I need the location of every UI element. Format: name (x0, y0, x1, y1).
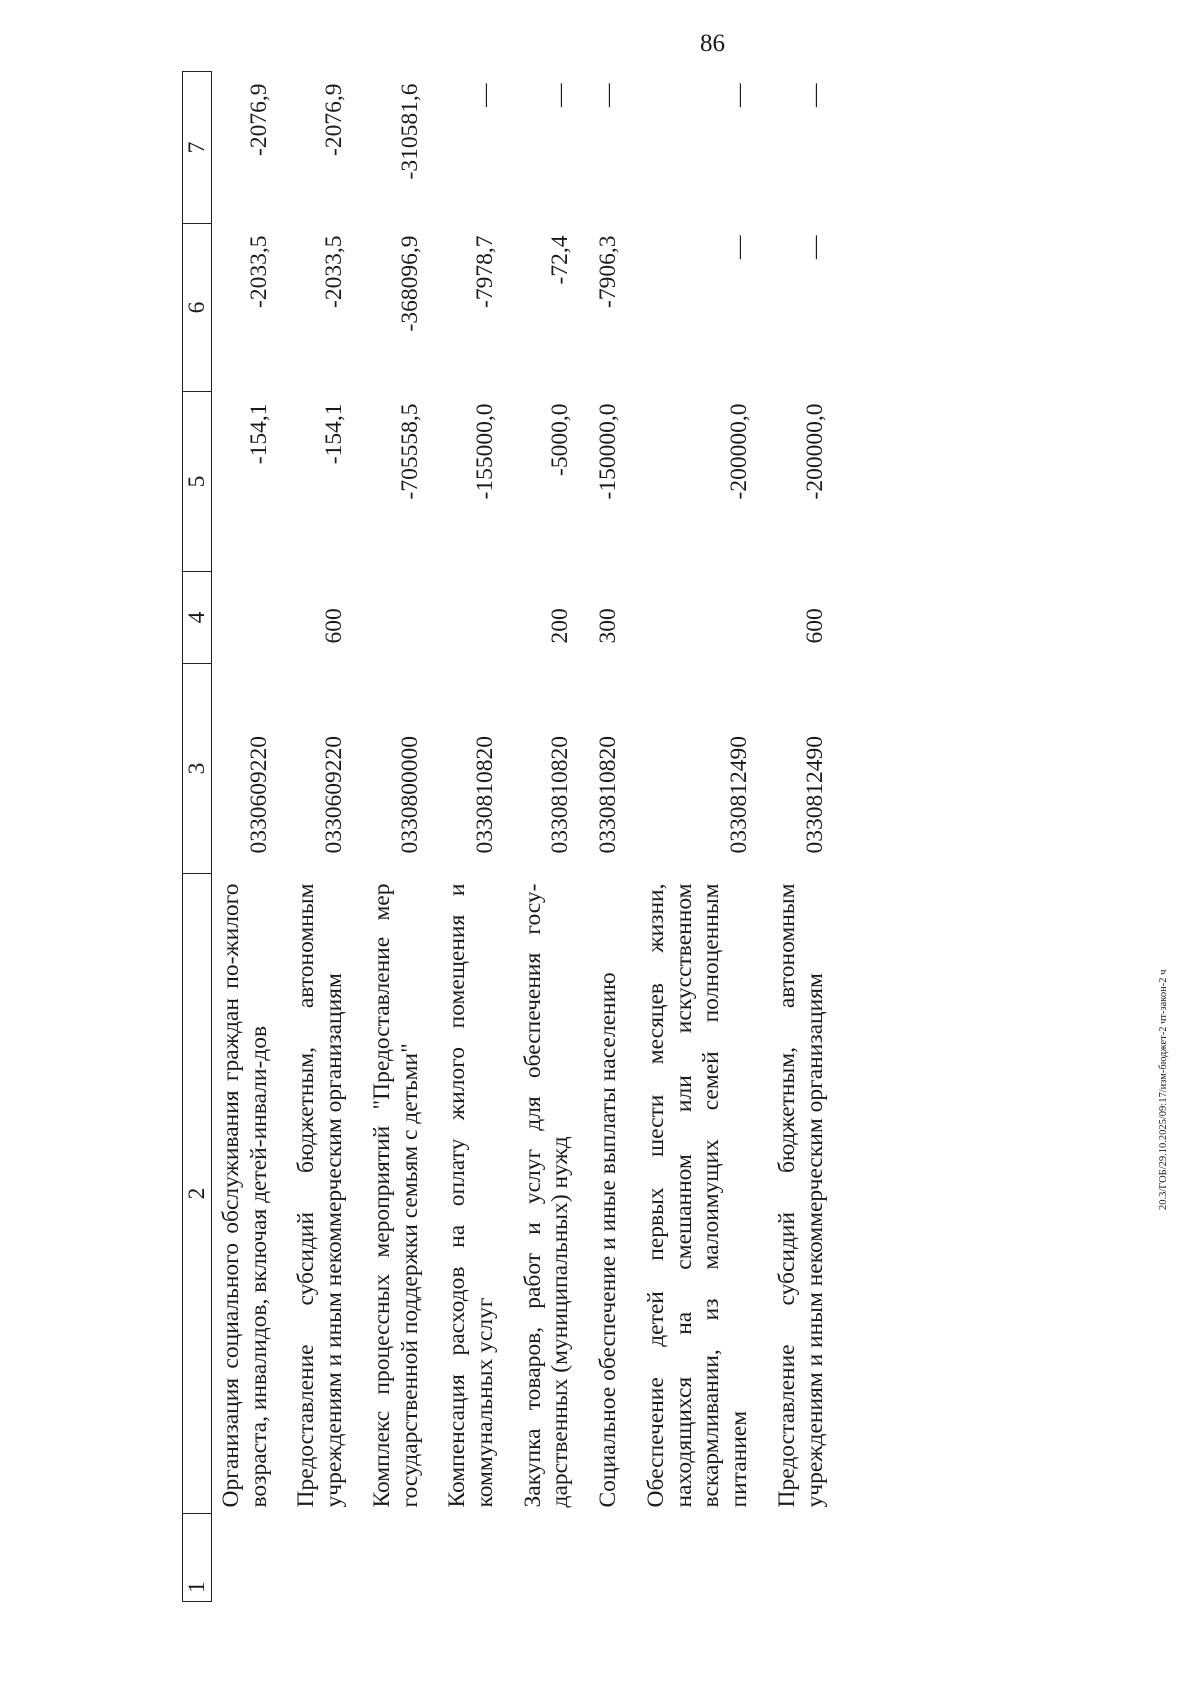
table-row (637, 72, 768, 1602)
table-row (514, 72, 589, 1602)
row-col6: -2033,5 (321, 235, 348, 308)
row-col5: -155000,0 (472, 403, 499, 500)
row-name: Компенсация расходов на оплату жилого помещения и коммунальных услуг (444, 883, 499, 1508)
header-col-1: 1 (183, 1514, 212, 1602)
table-row (438, 72, 513, 1602)
row-type (212, 572, 288, 664)
page-number: 86 (700, 30, 725, 57)
row-code: 0330812490 (801, 736, 828, 854)
row-code: 0330609220 (245, 736, 272, 854)
row-col6: — (726, 235, 753, 259)
row-code: 0330810820 (472, 736, 499, 854)
row-col5: -705558,5 (396, 403, 423, 500)
row-name: Обеспечение детей первых шести месяцев жизни, находящихся на смешанном или искусственном вскармливании, из малоимущих семей полноценным питанием (642, 883, 753, 1508)
header-col-3: 3 (183, 664, 212, 874)
row-type: 600 (801, 608, 828, 644)
row-col5: -200000,0 (801, 403, 828, 500)
row-type (637, 572, 768, 664)
header-row (183, 72, 212, 1602)
table-row (363, 72, 438, 1602)
row-code: 0330810820 (547, 736, 574, 854)
header-col-7: 7 (183, 72, 212, 224)
row-type: 200 (547, 608, 574, 644)
row-type: 600 (321, 608, 348, 644)
budget-table (182, 71, 843, 1602)
table-row (589, 72, 637, 1602)
row-name: Предоставление субсидий бюджетным, автономным учреждениям и иным некоммерческим организациям (773, 883, 828, 1508)
row-name: Организация социального обслуживания граждан по-жилого возраста, инвалидов, включая детей-инвали-дов (218, 883, 272, 1508)
row-code: 0330609220 (321, 736, 348, 854)
row-col7: — (595, 83, 622, 107)
row-col7: -2076,9 (321, 83, 348, 156)
row-type: 300 (595, 608, 622, 644)
table-row (768, 72, 843, 1602)
row-col6: -2033,5 (245, 235, 272, 308)
header-col-6: 6 (183, 224, 212, 392)
row-col6: -7978,7 (472, 235, 499, 308)
header-col-5: 5 (183, 392, 212, 572)
row-col7: — (801, 83, 828, 107)
row-col7: — (472, 83, 499, 107)
row-col5: -200000,0 (726, 403, 753, 500)
row-col5: -150000,0 (595, 403, 622, 500)
header-col-2: 2 (183, 874, 212, 1514)
header-col-4: 4 (183, 572, 212, 664)
row-col7: -310581,6 (396, 83, 423, 180)
rotated-table-container (182, 72, 1082, 1602)
row-col5: -154,1 (321, 403, 348, 465)
row-col6: — (801, 235, 828, 259)
row-col6: -7906,3 (595, 235, 622, 308)
table-row (212, 72, 288, 1602)
row-type (363, 572, 438, 664)
row-code: 0330800000 (396, 736, 423, 854)
row-name: Социальное обеспечение и иные выплаты населению (595, 972, 622, 1508)
table-row (287, 72, 362, 1602)
row-col5: -154,1 (245, 403, 272, 465)
row-col7: — (726, 83, 753, 107)
row-name: Комплекс процессных мероприятий "Предоставление мер государственной поддержки семьям с детьми" (368, 883, 423, 1508)
row-code: 0330810820 (595, 736, 622, 854)
footer-code: 20.3/ГОБ/29.10.2025/09:17/изм-бюджет-2 чт-закон-2 ч (1158, 969, 1169, 1210)
row-type (438, 572, 513, 664)
row-col7: -2076,9 (245, 83, 272, 156)
row-code: 0330812490 (726, 736, 753, 854)
row-name: Предоставление субсидий бюджетным, автономным учреждениям и иным некоммерческим организациям (293, 883, 348, 1508)
row-name: Закупка товаров, работ и услуг для обеспечения госу-дарственных (муниципальных) нужд (519, 883, 574, 1508)
row-col6: -368096,9 (396, 235, 423, 332)
row-col7: — (547, 83, 574, 107)
row-col5: -5000,0 (547, 403, 574, 476)
row-col6: -72,4 (547, 235, 574, 285)
